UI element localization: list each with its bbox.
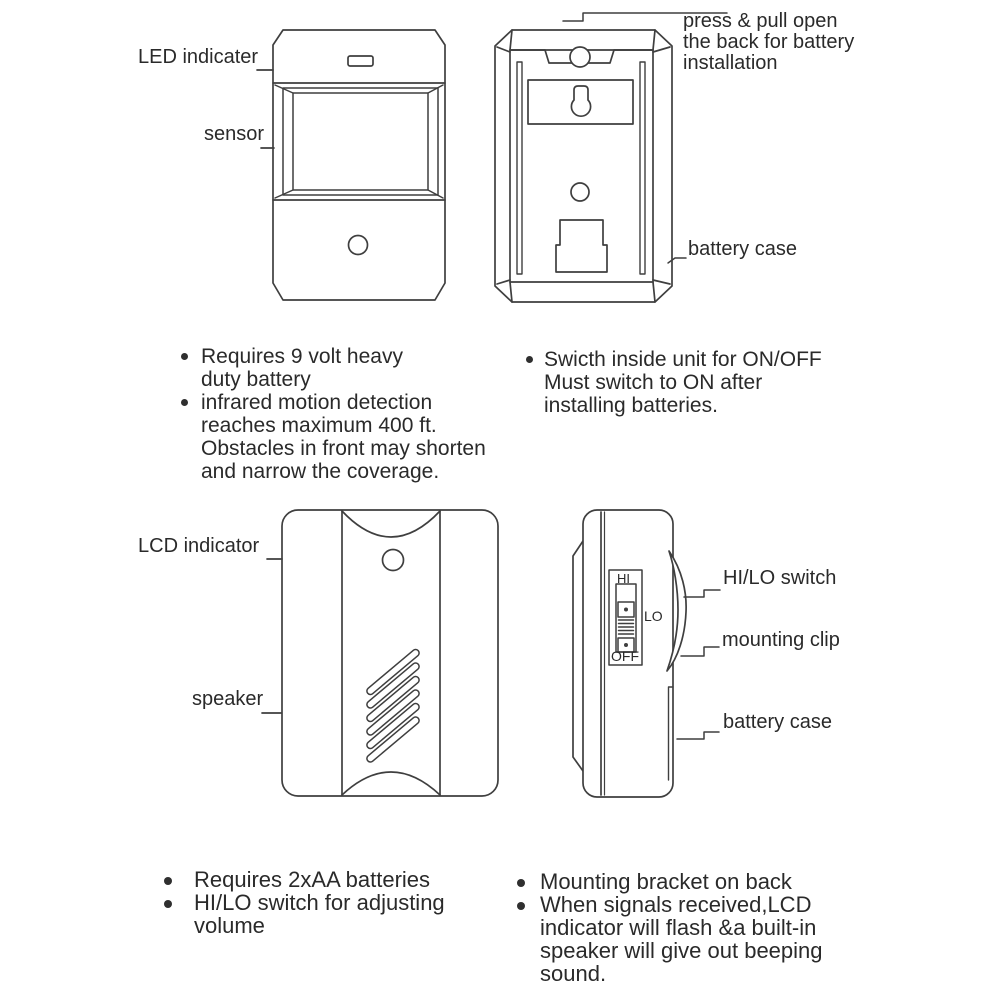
note-line: duty battery	[201, 368, 311, 391]
note-line: infrared motion detection	[201, 391, 433, 414]
lcd-indicator-label: LCD indicator	[138, 535, 260, 557]
bullet-icon	[164, 900, 172, 908]
note-line: Requires 9 volt heavy	[201, 345, 403, 368]
battery-case-back-label: battery case	[688, 238, 797, 260]
hilo-leader-line	[684, 590, 720, 597]
note-line: volume	[194, 913, 265, 938]
switch-off-label: OFF	[611, 648, 639, 664]
receiver-side-drawing	[573, 510, 720, 797]
battery-case-side-label: battery case	[723, 711, 832, 733]
note-line: speaker will give out beeping	[540, 938, 823, 963]
mounting-notes-list	[517, 870, 917, 985]
press-pull-line-2: the back for battery	[683, 31, 855, 53]
note-line: When signals received,LCD	[540, 892, 812, 917]
note-line: and narrow the coverage.	[201, 460, 440, 483]
bullet-icon	[517, 879, 525, 887]
bullet-icon	[517, 902, 525, 910]
list-item	[517, 893, 917, 985]
press-pull-line-1: press & pull open	[683, 10, 838, 32]
top-hole-circle	[570, 47, 590, 67]
hilo-switch-label: HI/LO switch	[723, 567, 837, 589]
receiver-notes-list	[164, 868, 509, 937]
sensor-front-drawing	[257, 30, 445, 300]
note-line: installing batteries.	[544, 394, 718, 417]
switch-notes-list	[526, 348, 886, 417]
list-item	[181, 345, 526, 391]
note-line: Swicth inside unit for ON/OFF	[544, 348, 822, 371]
switch-lo-label: LO	[644, 608, 663, 624]
note-line: Obstacles in front may shorten	[201, 437, 486, 460]
back-bracket-edge	[573, 541, 583, 771]
bullet-icon	[164, 877, 172, 885]
note-line: indicator will flash &a built-in	[540, 915, 817, 940]
switch-hi-label: HI	[617, 571, 630, 586]
battery-case-side-leader-line	[677, 732, 719, 739]
battery-door-shape	[556, 220, 607, 272]
list-item	[526, 348, 886, 417]
bullet-icon	[526, 356, 533, 363]
note-line: Requires 2xAA batteries	[194, 867, 431, 892]
receiver-front-drawing	[262, 510, 498, 796]
note-line: HI/LO switch for adjusting	[194, 890, 445, 915]
list-item	[164, 868, 509, 891]
note-line: Mounting bracket on back	[540, 869, 792, 894]
sensor-notes-list	[181, 345, 526, 483]
bullet-icon	[181, 399, 188, 406]
note-line: sound.	[540, 961, 607, 986]
list-item	[517, 870, 917, 893]
sensor-label: sensor	[204, 123, 265, 145]
bullet-icon	[181, 353, 188, 360]
note-line: reaches maximum 400 ft.	[201, 414, 437, 437]
clip-leader-line	[681, 647, 719, 656]
press-pull-line-3: installation	[683, 52, 778, 74]
speaker-label: speaker	[192, 688, 264, 710]
mounting-keyhole	[571, 86, 590, 116]
note-line: Must switch to ON after	[544, 371, 763, 394]
list-item	[181, 391, 526, 483]
press-pull-label	[683, 11, 854, 74]
led-indicator-label: LED indicater	[138, 46, 259, 68]
mounting-clip-label: mounting clip	[722, 629, 840, 651]
list-item	[164, 891, 509, 937]
